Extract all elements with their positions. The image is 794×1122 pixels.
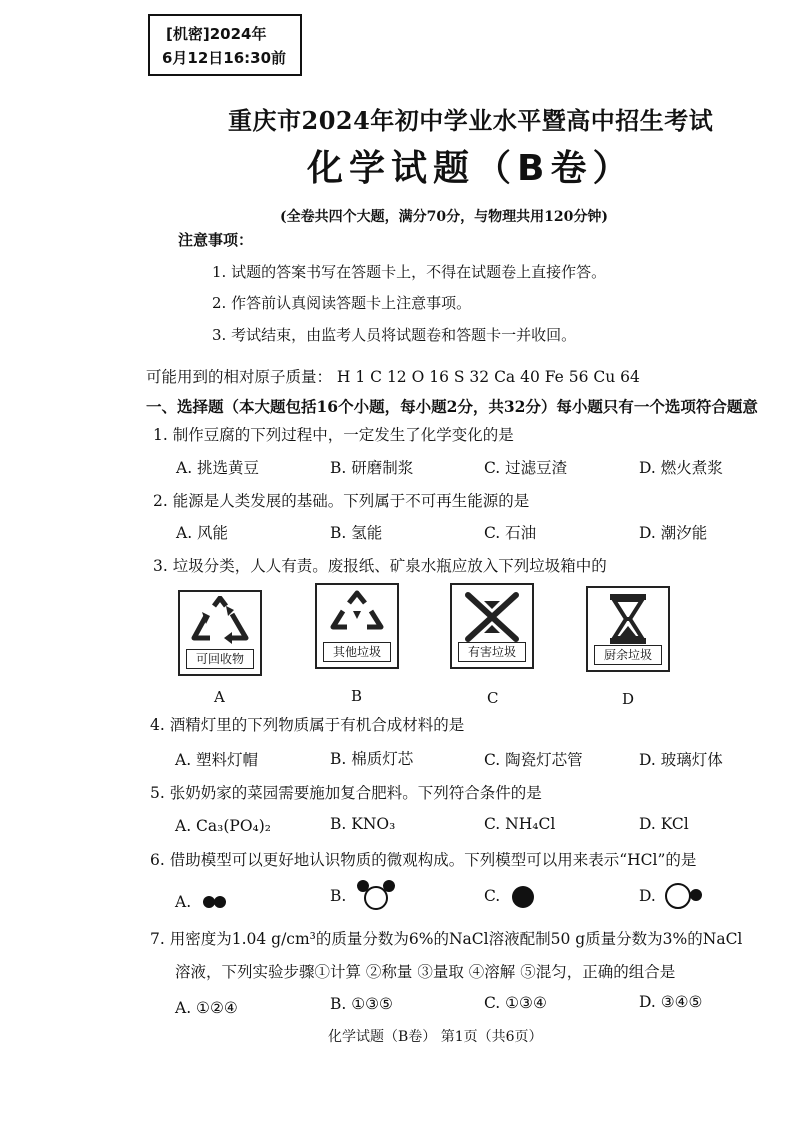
hourglass-icon	[596, 592, 660, 646]
bin-label: 有害垃圾	[458, 642, 526, 662]
molecule-a-icon	[200, 893, 232, 911]
molecule-c-icon	[510, 884, 536, 910]
option-c: C.	[484, 887, 501, 905]
option-d: D. KCl	[639, 815, 689, 833]
exam-title: 重庆市2024年初中学业水平暨高中招生考试	[228, 106, 714, 135]
option-b: B. KNO₃	[330, 815, 396, 833]
option-d: D. ③④⑤	[639, 993, 703, 1011]
question-stem: 4. 酒精灯里的下列物质属于有机合成材料的是	[150, 716, 465, 734]
question-stem: 1. 制作豆腐的下列过程中，一定发生了化学变化的是	[153, 426, 514, 444]
option-b: B. 氢能	[330, 524, 383, 542]
bin-label: 可回收物	[186, 649, 254, 669]
option-b: B. ①③⑤	[330, 995, 393, 1013]
notice-item: 3. 考试结束，由监考人员将试题卷和答题卡一并收回。	[212, 326, 577, 344]
option-c: C. 过滤豆渣	[484, 459, 568, 477]
option-a: A. 风能	[176, 524, 229, 542]
hazardous-bin	[450, 583, 534, 669]
other-waste-bin	[315, 583, 399, 669]
question-stem: 7. 用密度为1.04 g/cm³的质量分数为6%的NaCl溶液配制50 g质量分数为3%的NaCl	[150, 930, 743, 948]
option-b: B. 棉质灯芯	[330, 750, 414, 768]
other-waste-icon	[325, 589, 389, 643]
notice-item: 2. 作答前认真阅读答题卡上注意事项。	[212, 294, 472, 312]
option-d: D. 潮汐能	[639, 524, 708, 542]
option-c: C. NH₄Cl	[484, 815, 556, 833]
bin-label: 厨余垃圾	[594, 645, 662, 665]
molecule-d-icon	[664, 881, 704, 911]
atomic-masses: 可能用到的相对原子质量： H 1 C 12 O 16 S 32 Ca 40 Fe 56 Cu 64	[146, 368, 640, 386]
option-a: A.	[175, 893, 192, 911]
option-c: C. 石油	[484, 524, 537, 542]
option-d: D. 燃火煮浆	[639, 459, 723, 477]
option-d: D.	[639, 887, 656, 905]
option-c: C. ①③④	[484, 994, 547, 1012]
option-a: A. ①②④	[175, 999, 238, 1017]
paper-subtitle: (全卷共四个大题，满分70分，与物理共用120分钟)	[280, 209, 608, 225]
recycle-icon	[188, 596, 252, 650]
notice-heading: 注意事项：	[178, 231, 254, 249]
bin-label: 其他垃圾	[323, 642, 391, 662]
question-stem: 3. 垃圾分类，人人有责。废报纸、矿泉水瓶应放入下列垃圾箱中的	[153, 557, 607, 575]
question-stem: 2. 能源是人类发展的基础。下列属于不可再生能源的是	[153, 492, 530, 510]
confidential-time: 6月12日16:30前	[162, 49, 287, 67]
option-a: A. Ca₃(PO₄)₂	[175, 817, 272, 835]
option-c: C. 陶瓷灯芯管	[484, 751, 583, 769]
section-heading: 一、选择题（本大题包括16个小题，每小题2分，共32分）每小题只有一个选项符合题意	[146, 397, 758, 416]
bin-letter: D	[622, 690, 635, 708]
bin-letter: C	[487, 689, 499, 707]
bin-letter: B	[351, 687, 363, 705]
option-b: B. 研磨制浆	[330, 459, 414, 477]
question-stem-continued: 溶液，下列实验步骤①计算 ②称量 ③量取 ④溶解 ⑤混匀，正确的组合是	[175, 963, 676, 981]
option-b: B.	[330, 887, 347, 905]
page-footer: 化学试题（B卷） 第1页（共6页）	[328, 1029, 543, 1045]
paper-title: 化学试题（B卷）	[307, 148, 635, 189]
food-waste-bin	[586, 586, 670, 672]
recyclable-bin	[178, 590, 262, 676]
hazardous-icon	[460, 589, 524, 643]
bin-letter: A	[214, 688, 225, 706]
notice-item: 1. 试题的答案书写在答题卡上，不得在试题卷上直接作答。	[212, 263, 607, 281]
confidential-label: [机密]2024年	[166, 25, 267, 43]
option-a: A. 挑选黄豆	[176, 459, 260, 477]
option-a: A. 塑料灯帽	[175, 751, 259, 769]
molecule-b-icon	[356, 877, 396, 913]
confidential-box	[148, 14, 302, 76]
question-stem: 6. 借助模型可以更好地认识物质的微观构成。下列模型可以用来表示“HCl”的是	[150, 851, 697, 869]
option-d: D. 玻璃灯体	[639, 751, 723, 769]
question-stem: 5. 张奶奶家的菜园需要施加复合肥料。下列符合条件的是	[150, 784, 542, 802]
